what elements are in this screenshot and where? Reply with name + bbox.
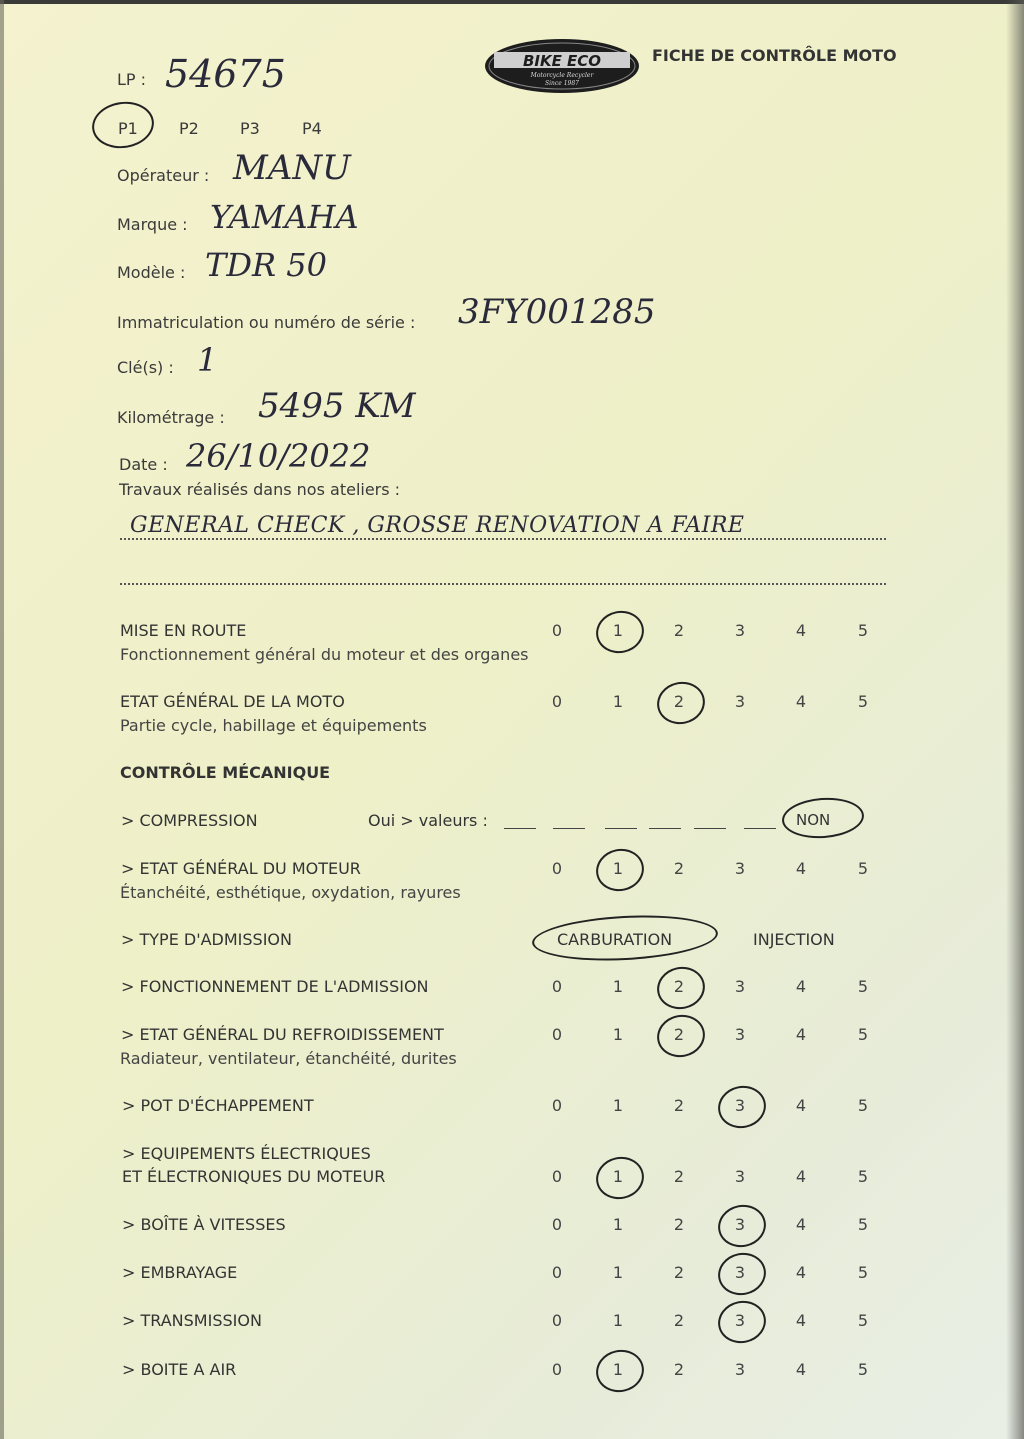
equipements-electriques-rating-5[interactable]: 5 — [857, 1167, 869, 1186]
etat-moteur-rating-5[interactable]: 5 — [857, 859, 869, 878]
compression-non-label[interactable]: NON — [796, 811, 831, 829]
operator-value[interactable]: MANU — [233, 148, 351, 188]
equipements-electriques-rating-1[interactable]: 1 — [612, 1167, 624, 1186]
etat-moteur-subtitle: Étanchéité, esthétique, oxydation, rayures — [120, 883, 461, 902]
controle-mecanique-heading: CONTRÔLE MÉCANIQUE — [120, 763, 331, 782]
mise-en-route-rating-1[interactable]: 1 — [612, 621, 624, 640]
lp-label: LP : — [117, 70, 147, 89]
etat-moteur-rating-circle — [592, 844, 648, 895]
transmission-rating-2[interactable]: 2 — [673, 1311, 685, 1330]
compression-value-blank[interactable] — [744, 828, 776, 829]
compression-value-blank[interactable] — [553, 828, 585, 829]
mileage-label: Kilométrage : — [117, 408, 225, 427]
transmission-rating-circle — [714, 1296, 770, 1347]
embrayage-rating-3[interactable]: 3 — [734, 1263, 746, 1282]
compression-oui-label: Oui > valeurs : — [368, 811, 488, 830]
brand-value[interactable]: YAMAHA — [210, 198, 359, 236]
equipements-electriques-rating-2[interactable]: 2 — [673, 1167, 685, 1186]
boite-air-rating-4[interactable]: 4 — [795, 1360, 807, 1379]
fonctionnement-admission-rating-circle — [653, 962, 709, 1013]
pot-echappement-title: > POT D'ÉCHAPPEMENT — [122, 1096, 314, 1115]
boite-vitesses-rating-5[interactable]: 5 — [857, 1215, 869, 1234]
embrayage-rating-circle — [714, 1248, 770, 1299]
refroidissement-rating-0[interactable]: 0 — [551, 1025, 563, 1044]
mise-en-route-rating-4[interactable]: 4 — [795, 621, 807, 640]
refroidissement-title: > ETAT GÉNÉRAL DU REFROIDISSEMENT — [121, 1025, 444, 1044]
boite-vitesses-rating-3[interactable]: 3 — [734, 1215, 746, 1234]
refroidissement-rating-5[interactable]: 5 — [857, 1025, 869, 1044]
pot-echappement-rating-2[interactable]: 2 — [673, 1096, 685, 1115]
compression-value-blank[interactable] — [605, 828, 637, 829]
embrayage-title: > EMBRAYAGE — [122, 1263, 238, 1282]
boite-air-rating-circle — [592, 1345, 648, 1396]
type-admission-title: > TYPE D'ADMISSION — [121, 930, 292, 949]
pot-echappement-rating-0[interactable]: 0 — [551, 1096, 563, 1115]
bike-eco-logo — [484, 38, 640, 94]
mise-en-route-title: MISE EN ROUTE — [120, 621, 247, 640]
etat-moteur-rating-4[interactable]: 4 — [795, 859, 807, 878]
equipements-electriques-title-1: > EQUIPEMENTS ÉLECTRIQUES — [122, 1144, 371, 1163]
fonctionnement-admission-rating-5[interactable]: 5 — [857, 977, 869, 996]
logo-text: BIKE ECO — [522, 52, 602, 70]
works-line-1 — [120, 538, 886, 540]
boite-vitesses-title: > BOÎTE À VITESSES — [122, 1215, 286, 1234]
etat-moteur-rating-1[interactable]: 1 — [612, 859, 624, 878]
equipements-electriques-title-2: ET ÉLECTRONIQUES DU MOTEUR — [122, 1167, 386, 1186]
pot-echappement-rating-3[interactable]: 3 — [734, 1096, 746, 1115]
pot-echappement-rating-1[interactable]: 1 — [612, 1096, 624, 1115]
etat-general-moto-subtitle: Partie cycle, habillage et équipements — [120, 716, 427, 735]
mise-en-route-rating-0[interactable]: 0 — [551, 621, 563, 640]
etat-moteur-rating-2[interactable]: 2 — [673, 859, 685, 878]
form-title: FICHE DE CONTRÔLE MOTO — [652, 46, 897, 65]
compression-value-blank[interactable] — [694, 828, 726, 829]
etat-moteur-title: > ETAT GÉNÉRAL DU MOTEUR — [121, 859, 361, 878]
type-admission-carburation[interactable]: CARBURATION — [557, 930, 673, 949]
boite-vitesses-rating-4[interactable]: 4 — [795, 1215, 807, 1234]
boite-vitesses-rating-1[interactable]: 1 — [612, 1215, 624, 1234]
etat-moteur-rating-0[interactable]: 0 — [551, 859, 563, 878]
embrayage-rating-2[interactable]: 2 — [673, 1263, 685, 1282]
page-edge-right — [1006, 0, 1024, 1439]
page-edge-left — [0, 0, 4, 1439]
works-label: Travaux réalisés dans nos ateliers : — [119, 480, 401, 499]
p-option-3[interactable]: P3 — [240, 119, 260, 138]
refroidissement-subtitle: Radiateur, ventilateur, étanchéité, durites — [120, 1049, 457, 1068]
keys-label: Clé(s) : — [117, 358, 174, 377]
embrayage-rating-4[interactable]: 4 — [795, 1263, 807, 1282]
etat-general-moto-rating-5[interactable]: 5 — [857, 692, 869, 711]
refroidissement-rating-4[interactable]: 4 — [795, 1025, 807, 1044]
p-option-1[interactable]: P1 — [118, 119, 138, 138]
fonctionnement-admission-rating-4[interactable]: 4 — [795, 977, 807, 996]
refroidissement-rating-circle — [653, 1010, 709, 1061]
fonctionnement-admission-rating-2[interactable]: 2 — [673, 977, 685, 996]
compression-value-blank[interactable] — [504, 828, 536, 829]
logo-tagline-1: Motorcycle Recycler — [530, 72, 594, 79]
operator-label: Opérateur : — [117, 166, 210, 185]
transmission-rating-0[interactable]: 0 — [551, 1311, 563, 1330]
boite-vitesses-rating-circle — [714, 1200, 770, 1251]
etat-moteur-rating-3[interactable]: 3 — [734, 859, 746, 878]
pot-echappement-rating-4[interactable]: 4 — [795, 1096, 807, 1115]
transmission-title: > TRANSMISSION — [122, 1311, 262, 1330]
model-value[interactable]: TDR 50 — [205, 246, 327, 284]
fonctionnement-admission-rating-0[interactable]: 0 — [551, 977, 563, 996]
logo-tagline-2: Since 1987 — [545, 80, 579, 87]
boite-air-rating-3[interactable]: 3 — [734, 1360, 746, 1379]
p-option-4[interactable]: P4 — [302, 119, 322, 138]
transmission-rating-5[interactable]: 5 — [857, 1311, 869, 1330]
boite-air-rating-5[interactable]: 5 — [857, 1360, 869, 1379]
equipements-electriques-rating-circle — [592, 1152, 648, 1203]
fonctionnement-admission-rating-3[interactable]: 3 — [734, 977, 746, 996]
keys-value[interactable]: 1 — [197, 341, 218, 379]
mileage-value[interactable]: 5495 KM — [258, 386, 416, 426]
compression-non-circle — [781, 795, 866, 841]
etat-general-moto-rating-2[interactable]: 2 — [673, 692, 685, 711]
page-edge-top — [0, 0, 1024, 4]
refroidissement-rating-3[interactable]: 3 — [734, 1025, 746, 1044]
etat-general-moto-rating-1[interactable]: 1 — [612, 692, 624, 711]
compression-value-blank[interactable] — [649, 828, 681, 829]
works-value[interactable]: GENERAL CHECK , GROSSE RENOVATION A FAIRE — [130, 513, 745, 538]
lp-value[interactable]: 54675 — [165, 52, 286, 96]
p1-selection-circle — [89, 98, 157, 152]
mise-en-route-rating-3[interactable]: 3 — [734, 621, 746, 640]
serial-value[interactable]: 3FY001285 — [458, 292, 656, 332]
boite-air-rating-2[interactable]: 2 — [673, 1360, 685, 1379]
boite-air-title: > BOITE A AIR — [122, 1360, 237, 1379]
type-admission-injection[interactable]: INJECTION — [753, 930, 835, 949]
fonctionnement-admission-title: > FONCTIONNEMENT DE L'ADMISSION — [121, 977, 429, 996]
refroidissement-rating-2[interactable]: 2 — [673, 1025, 685, 1044]
embrayage-rating-1[interactable]: 1 — [612, 1263, 624, 1282]
equipements-electriques-rating-3[interactable]: 3 — [734, 1167, 746, 1186]
mise-en-route-subtitle: Fonctionnement général du moteur et des organes — [120, 645, 529, 664]
date-label: Date : — [119, 455, 168, 474]
boite-vitesses-rating-0[interactable]: 0 — [551, 1215, 563, 1234]
mise-en-route-rating-circle — [592, 606, 648, 657]
brand-label: Marque : — [117, 215, 188, 234]
carburation-selection-circle — [531, 911, 719, 965]
embrayage-rating-0[interactable]: 0 — [551, 1263, 563, 1282]
transmission-rating-1[interactable]: 1 — [612, 1311, 624, 1330]
pot-echappement-rating-circle — [714, 1081, 770, 1132]
boite-air-rating-0[interactable]: 0 — [551, 1360, 563, 1379]
pot-echappement-rating-5[interactable]: 5 — [857, 1096, 869, 1115]
fonctionnement-admission-rating-1[interactable]: 1 — [612, 977, 624, 996]
etat-general-moto-rating-circle — [653, 677, 709, 728]
transmission-rating-3[interactable]: 3 — [734, 1311, 746, 1330]
equipements-electriques-rating-4[interactable]: 4 — [795, 1167, 807, 1186]
mise-en-route-rating-2[interactable]: 2 — [673, 621, 685, 640]
etat-general-moto-rating-3[interactable]: 3 — [734, 692, 746, 711]
boite-air-rating-1[interactable]: 1 — [612, 1360, 624, 1379]
date-value[interactable]: 26/10/2022 — [186, 437, 371, 475]
boite-vitesses-rating-2[interactable]: 2 — [673, 1215, 685, 1234]
works-line-2 — [120, 583, 886, 585]
compression-title: > COMPRESSION — [121, 811, 258, 830]
refroidissement-rating-1[interactable]: 1 — [612, 1025, 624, 1044]
etat-general-moto-title: ETAT GÉNÉRAL DE LA MOTO — [120, 692, 345, 711]
serial-label: Immatriculation ou numéro de série : — [117, 313, 416, 332]
transmission-rating-4[interactable]: 4 — [795, 1311, 807, 1330]
embrayage-rating-5[interactable]: 5 — [857, 1263, 869, 1282]
equipements-electriques-rating-0[interactable]: 0 — [551, 1167, 563, 1186]
p-option-2[interactable]: P2 — [179, 119, 199, 138]
model-label: Modèle : — [117, 263, 186, 282]
etat-general-moto-rating-4[interactable]: 4 — [795, 692, 807, 711]
mise-en-route-rating-5[interactable]: 5 — [857, 621, 869, 640]
etat-general-moto-rating-0[interactable]: 0 — [551, 692, 563, 711]
